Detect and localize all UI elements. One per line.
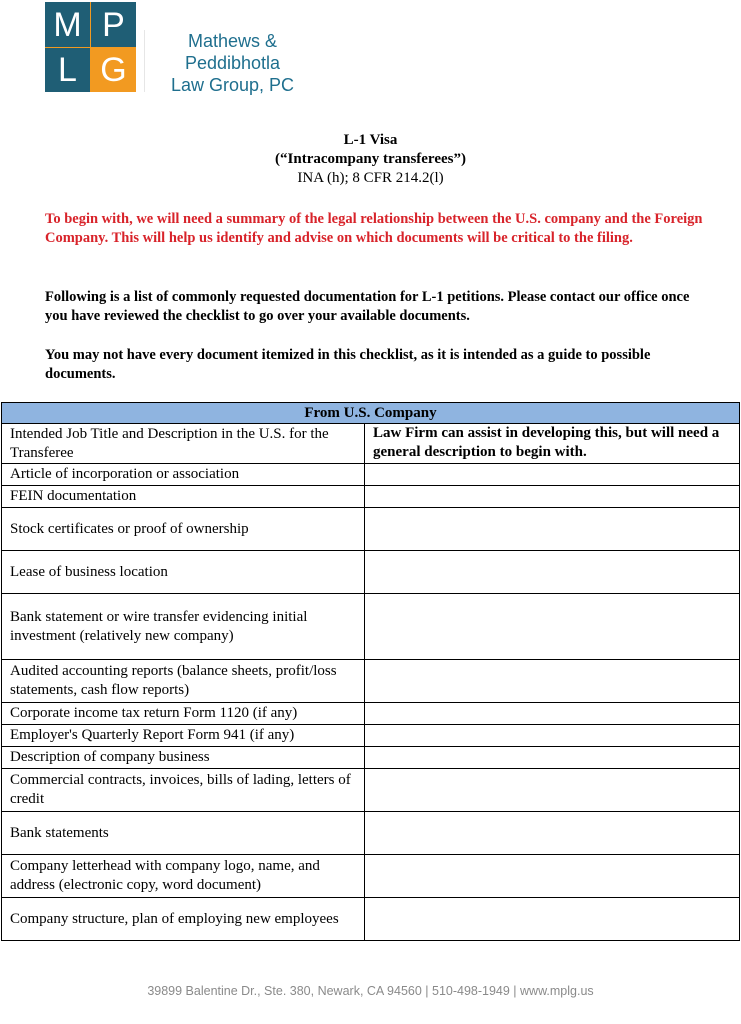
table-row: [2, 703, 740, 725]
checklist-note: [365, 551, 740, 594]
table-row: [2, 747, 740, 769]
checklist-item: Corporate income tax return Form 1120 (if any): [2, 703, 365, 725]
table-row: [2, 725, 740, 747]
checklist-item: Lease of business location: [2, 551, 365, 594]
checklist-item: Description of company business: [2, 747, 365, 769]
logo-letter-m: M: [53, 5, 82, 44]
table-row: [2, 486, 740, 508]
checklist-item: FEIN documentation: [2, 486, 365, 508]
checklist-note: [365, 660, 740, 703]
title-line2: (“Intracompany transferees”): [275, 151, 466, 167]
firm-logo: [45, 2, 320, 95]
table-row: [2, 898, 740, 941]
checklist-item: Company structure, plan of employing new employees: [2, 898, 365, 941]
table-row: [2, 660, 740, 703]
logo-divider-horizontal: [45, 47, 136, 48]
checklist-item: Intended Job Title and Description in the U.S. for the Transferee: [2, 424, 365, 464]
checklist-note: [365, 594, 740, 660]
checklist-note: [365, 508, 740, 551]
firm-name-line2: Law Group, PC: [170, 75, 295, 95]
logo-letter-g: G: [91, 47, 136, 92]
table-row: [2, 551, 740, 594]
table-row: [2, 594, 740, 660]
checklist-note: [365, 769, 740, 812]
checklist-item: Employer's Quarterly Report Form 941 (if any): [2, 725, 365, 747]
checklist-note: [365, 464, 740, 486]
firm-name: [144, 30, 320, 95]
logo-letter-p: P: [102, 5, 125, 44]
checklist-note: Law Firm can assist in developing this, but will need a general description to begin with.: [365, 424, 740, 464]
checklist-item: Bank statements: [2, 812, 365, 855]
checklist-item: Bank statement or wire transfer evidencing initial investment (relatively new company): [2, 594, 365, 660]
intro-red-paragraph: To begin with, we will need a summary of the legal relationship between the U.S. company and the Foreign Company. This will help us identify and advise on which documents will be critical to the filing.: [45, 211, 703, 246]
document-checklist-table: [1, 402, 740, 941]
table-row: [2, 508, 740, 551]
table-row: [2, 769, 740, 812]
page-footer: 39899 Balentine Dr., Ste. 380, Newark, CA 94560 | 510-498-1949 | www.mplg.us: [147, 984, 594, 998]
checklist-note: [365, 812, 740, 855]
checklist-note: [365, 747, 740, 769]
checklist-item: Audited accounting reports (balance sheets, profit/loss statements, cash flow reports): [2, 660, 365, 703]
checklist-note: [365, 855, 740, 898]
checklist-note: [365, 486, 740, 508]
table-row: [2, 812, 740, 855]
checklist-note: [365, 898, 740, 941]
logo-mark: [45, 2, 136, 92]
table-row: [2, 855, 740, 898]
checklist-item: Stock certificates or proof of ownership: [2, 508, 365, 551]
title-line3: INA (h); 8 CFR 214.2(l): [297, 170, 444, 186]
checklist-note: [365, 725, 740, 747]
title-line1: L-1 Visa: [343, 132, 398, 148]
intro-paragraph-3: You may not have every document itemized in this checklist, as it is intended as a guide to possible documents.: [45, 347, 651, 382]
checklist-note: [365, 703, 740, 725]
firm-name-line1: Mathews & Peddibhotla: [184, 31, 281, 73]
document-title: [0, 131, 741, 188]
table-row: [2, 424, 740, 464]
intro-paragraph-2: Following is a list of commonly requested documentation for L-1 petitions. Please contact our office once you have reviewed the checklist to go over your available documents.: [45, 289, 690, 324]
checklist-item: Article of incorporation or association: [2, 464, 365, 486]
table-row: [2, 464, 740, 486]
table-header: From U.S. Company: [2, 403, 740, 424]
logo-letter-l: L: [58, 50, 77, 89]
checklist-item: Commercial contracts, invoices, bills of lading, letters of credit: [2, 769, 365, 812]
checklist-item: Company letterhead with company logo, name, and address (electronic copy, word document): [2, 855, 365, 898]
